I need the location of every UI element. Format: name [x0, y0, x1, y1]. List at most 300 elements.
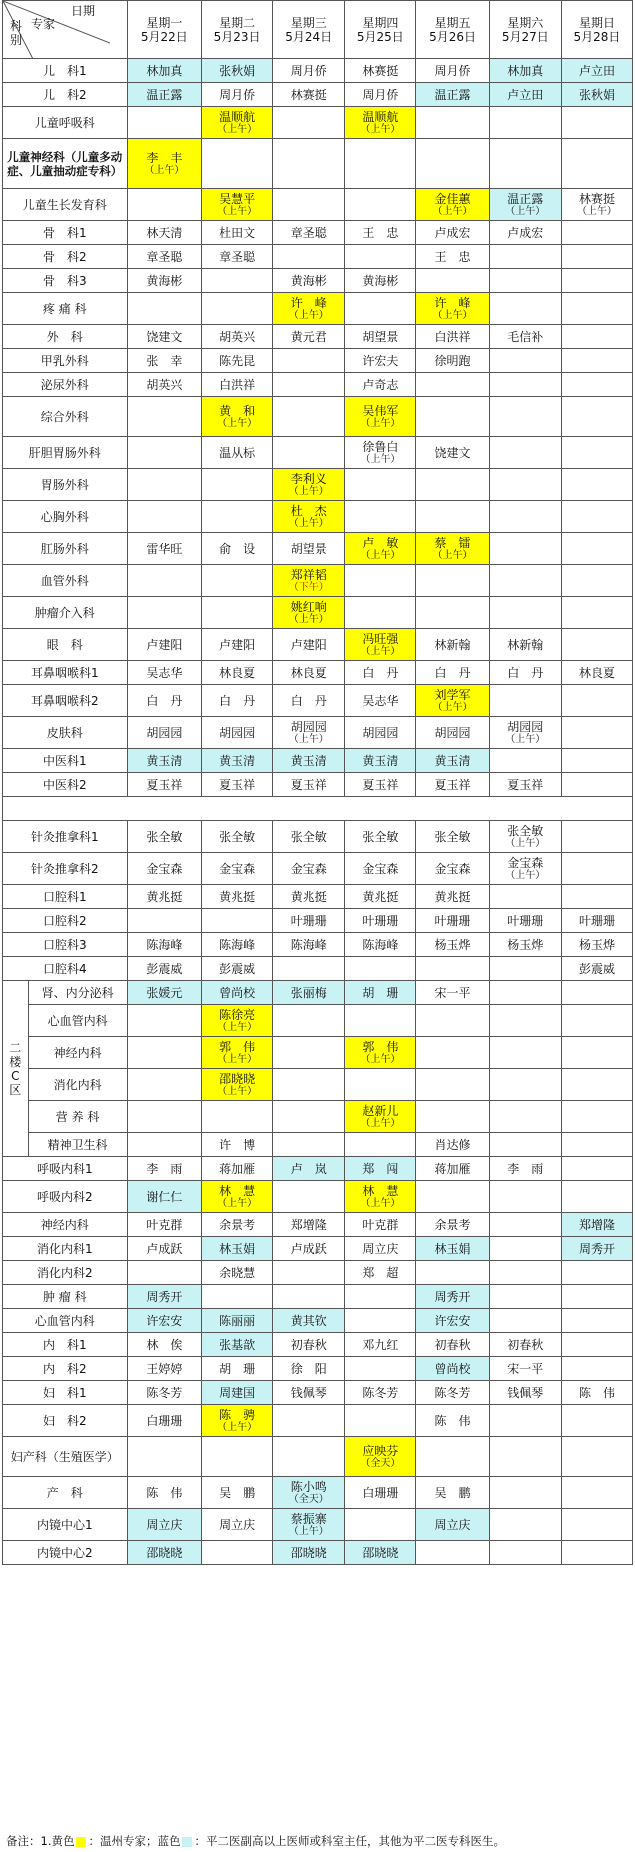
session-note: （上午） — [288, 733, 329, 745]
footer-note — [6, 1833, 505, 1849]
schedule-row — [3, 1133, 633, 1157]
session-note: （上午） — [217, 205, 258, 217]
schedule-cell — [345, 293, 416, 325]
day-date: 5月25日 — [356, 29, 404, 44]
doctor-name: 胡望景 — [362, 329, 399, 344]
schedule-cell — [345, 1133, 416, 1157]
day-header — [561, 1, 632, 59]
department-name: 神经内科 — [3, 1213, 128, 1237]
schedule-cell — [273, 597, 345, 629]
schedule-cell — [345, 1261, 416, 1285]
schedule-cell — [561, 325, 632, 349]
schedule-cell — [127, 1101, 202, 1133]
doctor-name: 温顺航 — [219, 109, 256, 124]
doctor-name: 宋一平 — [434, 985, 471, 1000]
department-name: 皮肤科 — [3, 717, 128, 749]
schedule-cell — [127, 1285, 202, 1309]
schedule-row — [3, 597, 633, 629]
schedule-cell — [489, 1261, 561, 1285]
schedule-cell — [273, 1037, 345, 1069]
schedule-cell — [561, 269, 632, 293]
schedule-cell — [561, 885, 632, 909]
doctor-name: 杨玉烨 — [578, 937, 615, 952]
schedule-cell — [489, 821, 561, 853]
schedule-cell — [345, 221, 416, 245]
schedule-row — [3, 469, 633, 501]
schedule-cell — [416, 1509, 489, 1541]
schedule-cell — [345, 685, 416, 717]
doctor-name: 徐鲁白 — [362, 439, 399, 454]
schedule-cell — [561, 373, 632, 397]
doctor-name: 郑祥韬 — [290, 567, 327, 582]
doctor-name: 张丽梅 — [290, 985, 327, 1000]
doctor-name: 许 博 — [219, 1137, 256, 1152]
schedule-cell — [127, 107, 202, 139]
schedule-cell — [127, 293, 202, 325]
schedule-cell — [416, 909, 489, 933]
schedule-cell — [489, 189, 561, 221]
schedule-cell — [345, 1181, 416, 1213]
doctor-name: 赵新儿 — [362, 1103, 399, 1118]
doctor-name: 金宝森 — [290, 861, 327, 876]
schedule-cell — [127, 1405, 202, 1437]
schedule-row — [3, 821, 633, 853]
schedule-cell — [345, 107, 416, 139]
schedule-row — [3, 1261, 633, 1285]
corner-expert-label: 专家 — [31, 17, 56, 31]
schedule-row — [3, 1477, 633, 1509]
doctor-name: 陈海峰 — [290, 937, 327, 952]
schedule-cell — [202, 501, 273, 533]
schedule-cell — [489, 245, 561, 269]
schedule-cell — [561, 661, 632, 685]
schedule-cell — [273, 1213, 345, 1237]
schedule-cell — [202, 107, 273, 139]
schedule-cell — [202, 1261, 273, 1285]
schedule-cell — [416, 1213, 489, 1237]
doctor-name: 胡 珊 — [219, 1361, 256, 1376]
doctor-name: 卢成宏 — [434, 225, 471, 240]
group-label: 二 楼 C 区 — [3, 981, 29, 1157]
blue-swatch — [182, 1837, 192, 1847]
doctor-name: 叶克群 — [146, 1217, 183, 1232]
schedule-cell — [416, 1157, 489, 1181]
doctor-name: 王 忠 — [362, 225, 399, 240]
doctor-name: 刘学军 — [434, 687, 471, 702]
schedule-cell — [561, 1405, 632, 1437]
schedule-cell — [561, 245, 632, 269]
schedule-cell — [202, 661, 273, 685]
session-note: （上午） — [217, 1421, 258, 1433]
schedule-cell — [416, 1477, 489, 1509]
schedule-cell — [127, 1437, 202, 1477]
schedule-cell — [273, 501, 345, 533]
doctor-name: 温正露 — [507, 191, 544, 206]
doctor-name: 蒋加雁 — [219, 1161, 256, 1176]
doctor-name: 初春秋 — [507, 1337, 544, 1352]
doctor-name: 周立庆 — [219, 1517, 256, 1532]
schedule-cell — [416, 83, 489, 107]
schedule-cell — [561, 629, 632, 661]
schedule-cell — [127, 685, 202, 717]
doctor-name: 蒋加雁 — [434, 1161, 471, 1176]
schedule-cell — [416, 885, 489, 909]
schedule-cell — [273, 533, 345, 565]
doctor-name: 彭震威 — [578, 961, 615, 976]
doctor-name: 林加真 — [507, 63, 544, 78]
department-name: 妇 科1 — [3, 1381, 128, 1405]
schedule-row — [3, 139, 633, 189]
schedule-row — [3, 373, 633, 397]
day-date: 5月23日 — [213, 29, 261, 44]
schedule-cell — [202, 1157, 273, 1181]
schedule-cell — [416, 1357, 489, 1381]
doctor-name: 林 俟 — [146, 1337, 183, 1352]
schedule-cell — [202, 1037, 273, 1069]
department-name: 心胸外科 — [3, 501, 128, 533]
doctor-name: 陈海峰 — [146, 937, 183, 952]
doctor-name: 郑 闯 — [362, 1161, 399, 1176]
doctor-name: 黄玉清 — [219, 753, 256, 768]
session-note: （上午） — [505, 869, 546, 881]
doctor-name: 卢成宏 — [507, 225, 544, 240]
schedule-cell — [202, 325, 273, 349]
doctor-name: 陈海峰 — [219, 937, 256, 952]
schedule-cell — [489, 597, 561, 629]
schedule-cell — [127, 437, 202, 469]
doctor-name: 胡园园 — [362, 725, 399, 740]
department-name: 骨 科3 — [3, 269, 128, 293]
schedule-row — [3, 1309, 633, 1333]
schedule-cell — [416, 853, 489, 885]
schedule-cell — [127, 83, 202, 107]
schedule-cell — [345, 397, 416, 437]
schedule-cell — [273, 1509, 345, 1541]
doctor-name: 郭 伟 — [219, 1039, 256, 1054]
schedule-cell — [345, 661, 416, 685]
schedule-cell — [489, 59, 561, 83]
doctor-name: 王婷婷 — [146, 1361, 183, 1376]
schedule-cell — [127, 981, 202, 1005]
session-note: （上午） — [144, 164, 185, 176]
doctor-name: 黄玉清 — [146, 753, 183, 768]
schedule-cell — [273, 1477, 345, 1509]
schedule-cell — [561, 1333, 632, 1357]
schedule-cell — [489, 1037, 561, 1069]
schedule-cell — [345, 245, 416, 269]
schedule-cell — [127, 221, 202, 245]
department-name: 消化内科 — [28, 1069, 127, 1101]
schedule-cell — [202, 533, 273, 565]
session-note: （上午） — [360, 1117, 401, 1129]
schedule-row — [3, 189, 633, 221]
department-name: 外 科 — [3, 325, 128, 349]
doctor-name: 胡 珊 — [362, 985, 399, 1000]
schedule-cell — [127, 853, 202, 885]
schedule-cell — [127, 1133, 202, 1157]
schedule-cell — [416, 981, 489, 1005]
schedule-cell — [561, 221, 632, 245]
schedule-cell — [489, 221, 561, 245]
doctor-name: 白 丹 — [507, 665, 544, 680]
schedule-cell — [127, 189, 202, 221]
doctor-name: 周立庆 — [146, 1517, 183, 1532]
schedule-cell — [561, 349, 632, 373]
schedule-cell — [273, 749, 345, 773]
department-name: 综合外科 — [3, 397, 128, 437]
doctor-name: 初春秋 — [290, 1337, 327, 1352]
schedule-cell — [489, 269, 561, 293]
note-suffix: ：平二医副高以上医师或科室主任，其他为平二医专科医生。 — [194, 1834, 505, 1848]
schedule-cell — [561, 83, 632, 107]
department-name: 心血管内科 — [3, 1309, 128, 1333]
schedule-cell — [489, 293, 561, 325]
doctor-name: 饶建文 — [434, 445, 471, 460]
schedule-cell — [489, 773, 561, 797]
doctor-name: 张基歆 — [219, 1337, 256, 1352]
doctor-name: 胡园园 — [146, 725, 183, 740]
schedule-cell — [127, 773, 202, 797]
schedule-cell — [561, 1477, 632, 1509]
schedule-cell — [273, 1405, 345, 1437]
schedule-cell — [202, 397, 273, 437]
schedule-cell — [489, 565, 561, 597]
schedule-cell — [489, 349, 561, 373]
schedule-cell — [127, 1381, 202, 1405]
doctor-name: 陈 伟 — [434, 1413, 471, 1428]
schedule-cell — [489, 981, 561, 1005]
doctor-name: 吴志华 — [362, 693, 399, 708]
day-date: 5月28日 — [573, 29, 621, 44]
schedule-cell — [489, 469, 561, 501]
doctor-name: 陈海峰 — [362, 937, 399, 952]
department-name: 消化内科1 — [3, 1237, 128, 1261]
schedule-cell — [273, 853, 345, 885]
schedule-row — [3, 533, 633, 565]
session-note: （上午） — [505, 205, 546, 217]
schedule-row — [3, 325, 633, 349]
schedule-cell — [273, 773, 345, 797]
schedule-cell — [561, 397, 632, 437]
schedule-row — [3, 1405, 633, 1437]
doctor-name: 彭震威 — [146, 961, 183, 976]
schedule-row — [3, 797, 633, 821]
schedule-cell — [202, 349, 273, 373]
schedule-cell — [345, 885, 416, 909]
schedule-cell — [127, 269, 202, 293]
doctor-name: 张全敏 — [362, 829, 399, 844]
schedule-cell — [345, 597, 416, 629]
schedule-cell — [345, 1477, 416, 1509]
schedule-cell — [416, 1541, 489, 1565]
schedule-row — [3, 349, 633, 373]
schedule-cell — [416, 325, 489, 349]
schedule-cell — [273, 59, 345, 83]
schedule-cell — [127, 397, 202, 437]
schedule-cell — [561, 933, 632, 957]
session-note: （上午） — [360, 123, 401, 135]
schedule-cell — [561, 1261, 632, 1285]
doctor-name: 章圣聪 — [146, 249, 183, 264]
schedule-cell — [489, 1181, 561, 1213]
schedule-cell — [202, 821, 273, 853]
doctor-name: 张全敏 — [434, 829, 471, 844]
doctor-name: 夏玉祥 — [507, 777, 544, 792]
doctor-name: 周秀开 — [434, 1289, 471, 1304]
doctor-name: 胡望景 — [290, 541, 327, 556]
schedule-cell — [561, 1157, 632, 1181]
schedule-cell — [416, 1333, 489, 1357]
schedule-cell — [416, 1005, 489, 1037]
doctor-name: 温正露 — [434, 87, 471, 102]
schedule-cell — [561, 821, 632, 853]
schedule-cell — [489, 717, 561, 749]
doctor-name: 李利义 — [290, 471, 327, 486]
doctor-name: 余晓慧 — [219, 1265, 256, 1280]
department-name: 儿童生长发育科 — [3, 189, 128, 221]
schedule-cell — [273, 1333, 345, 1357]
session-note: （上午） — [505, 837, 546, 849]
schedule-cell — [202, 1213, 273, 1237]
doctor-name: 叶珊珊 — [578, 913, 615, 928]
doctor-name: 张全敏 — [507, 823, 544, 838]
schedule-cell — [561, 1037, 632, 1069]
doctor-name: 白洪祥 — [434, 329, 471, 344]
department-name: 口腔科4 — [3, 957, 128, 981]
doctor-name: 叶克群 — [362, 1217, 399, 1232]
schedule-cell — [273, 245, 345, 269]
department-name: 耳鼻咽喉科2 — [3, 685, 128, 717]
doctor-name: 白 丹 — [146, 693, 183, 708]
schedule-row — [3, 1509, 633, 1541]
doctor-name: 张 幸 — [146, 353, 183, 368]
schedule-row — [3, 269, 633, 293]
schedule-cell — [202, 245, 273, 269]
schedule-cell — [202, 1541, 273, 1565]
doctor-name: 周建国 — [219, 1385, 256, 1400]
schedule-cell — [561, 1357, 632, 1381]
schedule-cell — [202, 469, 273, 501]
department-name: 妇产科（生殖医学） — [3, 1437, 128, 1477]
schedule-cell — [202, 1101, 273, 1133]
schedule-cell — [202, 1005, 273, 1037]
doctor-name: 黄兆挺 — [290, 889, 327, 904]
doctor-name: 周月侨 — [434, 63, 471, 78]
schedule-cell — [345, 1405, 416, 1437]
schedule-cell — [561, 1069, 632, 1101]
schedule-cell — [416, 107, 489, 139]
schedule-cell — [202, 437, 273, 469]
doctor-name: 卢 岚 — [290, 1161, 327, 1176]
schedule-cell — [127, 1037, 202, 1069]
doctor-name: 叶珊珊 — [290, 913, 327, 928]
department-name: 口腔科2 — [3, 909, 128, 933]
schedule-cell — [416, 629, 489, 661]
schedule-cell — [273, 221, 345, 245]
schedule-cell — [127, 533, 202, 565]
schedule-cell — [345, 1101, 416, 1133]
schedule-cell — [273, 1181, 345, 1213]
schedule-cell — [127, 885, 202, 909]
doctor-name: 林赛挺 — [362, 63, 399, 78]
schedule-cell — [345, 373, 416, 397]
schedule-row — [3, 661, 633, 685]
doctor-name: 黄 和 — [219, 403, 256, 418]
department-name: 儿 科1 — [3, 59, 128, 83]
schedule-cell — [127, 565, 202, 597]
department-name: 儿 科2 — [3, 83, 128, 107]
doctor-name: 卢建阳 — [290, 637, 327, 652]
schedule-cell — [345, 1069, 416, 1101]
doctor-name: 杜 杰 — [290, 503, 327, 518]
schedule-row — [3, 245, 633, 269]
session-note: （上午） — [432, 549, 473, 561]
schedule-cell — [345, 1357, 416, 1381]
department-name: 口腔科3 — [3, 933, 128, 957]
schedule-cell — [416, 533, 489, 565]
doctor-name: 卢立田 — [507, 87, 544, 102]
schedule-cell — [273, 885, 345, 909]
schedule-cell — [489, 1437, 561, 1477]
day-date: 5月26日 — [429, 29, 476, 44]
doctor-name: 林玉娟 — [219, 1241, 256, 1256]
schedule-cell — [345, 933, 416, 957]
doctor-name: 卢奇志 — [362, 377, 399, 392]
doctor-name: 冯旺强 — [362, 631, 399, 646]
doctor-name: 胡园园 — [434, 725, 471, 740]
schedule-cell — [345, 1509, 416, 1541]
schedule-cell — [127, 717, 202, 749]
schedule-cell — [273, 933, 345, 957]
department-name: 儿童神经科（儿童多动症、儿童抽动症专科） — [3, 139, 128, 189]
doctor-name: 陈丽丽 — [219, 1313, 256, 1328]
doctor-name: 卢建阳 — [146, 637, 183, 652]
schedule-cell — [561, 293, 632, 325]
doctor-name: 胡英兴 — [146, 377, 183, 392]
schedule-cell — [202, 717, 273, 749]
schedule-cell — [127, 821, 202, 853]
day-date: 5月27日 — [501, 29, 549, 44]
doctor-name: 胡园园 — [507, 719, 544, 734]
schedule-cell — [345, 1005, 416, 1037]
doctor-name: 许 峰 — [290, 295, 327, 310]
schedule-cell — [561, 1237, 632, 1261]
schedule-row — [3, 221, 633, 245]
schedule-cell — [561, 1285, 632, 1309]
schedule-cell — [202, 1381, 273, 1405]
doctor-name: 余景考 — [219, 1217, 256, 1232]
doctor-name: 吴志华 — [146, 665, 183, 680]
schedule-cell — [416, 717, 489, 749]
schedule-cell — [345, 1157, 416, 1181]
schedule-cell — [345, 83, 416, 107]
session-note: （上午） — [288, 1525, 329, 1537]
department-name: 产 科 — [3, 1477, 128, 1509]
schedule-cell — [489, 1357, 561, 1381]
department-name: 甲乳外科 — [3, 349, 128, 373]
schedule-cell — [127, 349, 202, 373]
doctor-name: 白珊珊 — [362, 1485, 399, 1500]
department-name: 内 科1 — [3, 1333, 128, 1357]
doctor-name: 卢成跃 — [146, 1241, 183, 1256]
doctor-name: 卢成跃 — [290, 1241, 327, 1256]
schedule-cell — [416, 821, 489, 853]
schedule-cell — [202, 1309, 273, 1333]
schedule-cell — [345, 717, 416, 749]
doctor-name: 温从标 — [219, 445, 256, 460]
doctor-name: 夏玉祥 — [219, 777, 256, 792]
doctor-name: 周秀开 — [146, 1289, 183, 1304]
